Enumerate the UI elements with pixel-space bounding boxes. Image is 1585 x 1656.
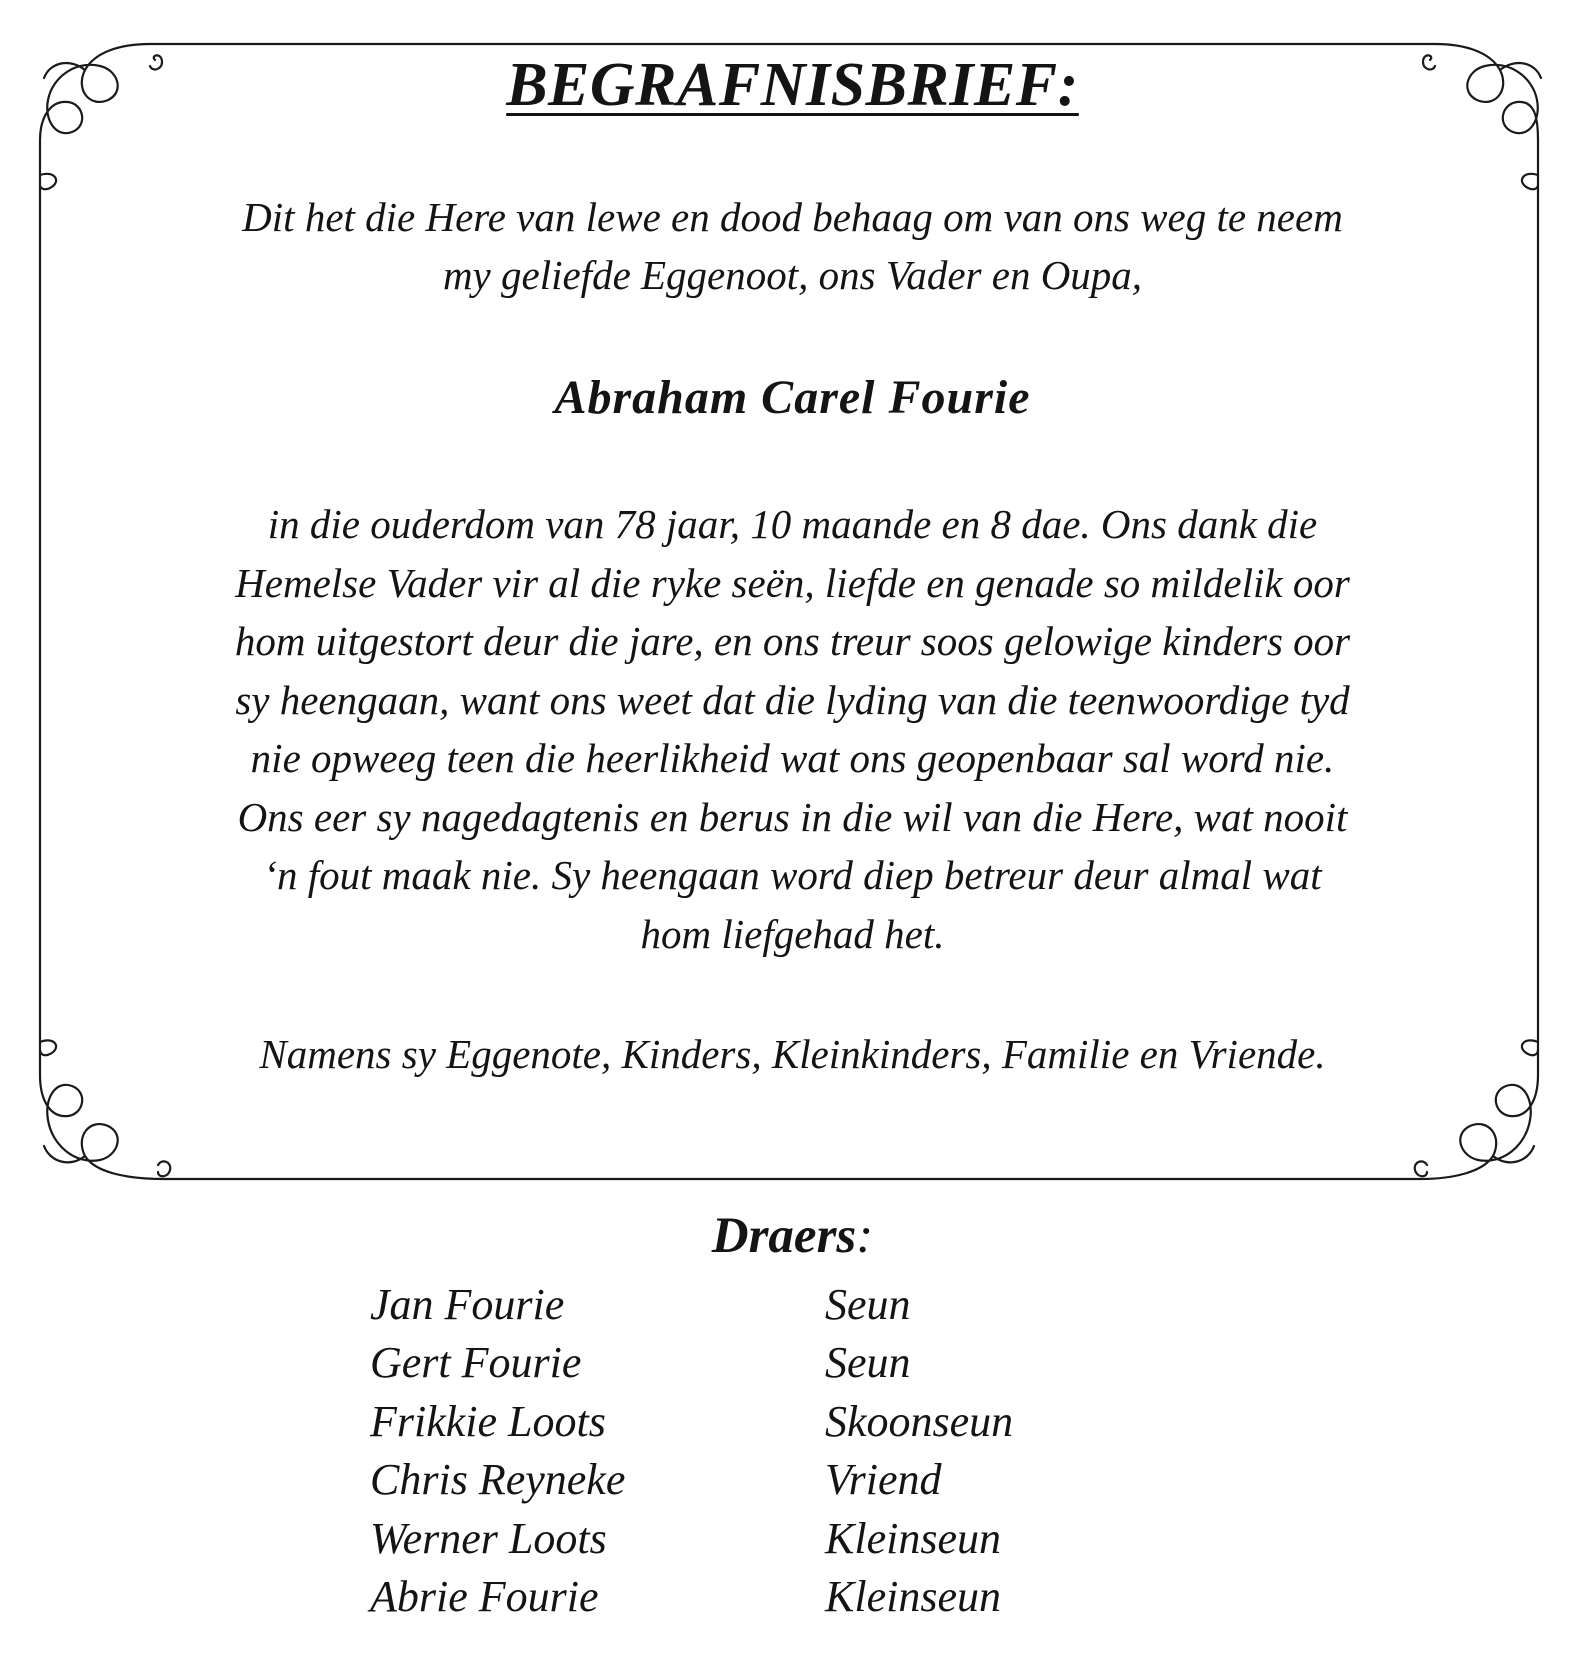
bearers-list	[370, 1275, 1170, 1626]
body-line: hom uitgestort deur die jare, en ons treur soos gelowige kinders oor	[234, 618, 1351, 664]
page-title: BEGRAFNISBRIEF:	[506, 51, 1079, 119]
bearer-relation: Skoonseun	[825, 1396, 1014, 1446]
body-line: in die ouderdom van 78 jaar, 10 maande en 8 dae. Ons dank die	[267, 501, 1318, 547]
bearer-relation: Kleinseun	[825, 1513, 1001, 1563]
bearers-heading-colon: :	[856, 1208, 874, 1264]
bearer-row	[370, 1275, 1170, 1334]
intro-line: my geliefde Eggenoot, ons Vader en Oupa,	[442, 252, 1143, 298]
intro-line: Dit het die Here van lewe en dood behaag om van ons weg te neem	[242, 194, 1343, 240]
bearer-relation: Vriend	[825, 1455, 942, 1505]
bearer-row	[370, 1334, 1170, 1393]
body-line: nie opweeg teen die heerlikheid wat ons geopenbaar sal word nie.	[250, 735, 1335, 781]
bearer-relation: Seun	[825, 1338, 911, 1388]
bearer-name: Frikkie Loots	[370, 1396, 606, 1446]
bearer-row	[370, 1451, 1170, 1510]
bearer-relation: Seun	[825, 1279, 911, 1329]
body-line: Ons eer sy nagedagtenis en berus in die wil van die Here, wat nooit	[237, 793, 1348, 840]
bearer-relation: Kleinseun	[825, 1572, 1001, 1622]
bearer-name: Werner Loots	[370, 1513, 607, 1563]
bearers-heading	[0, 1207, 1585, 1265]
deceased-name: Abraham Carel Fourie	[554, 371, 1031, 424]
bearer-name: Abrie Fourie	[370, 1572, 599, 1622]
body-line: Hemelse Vader vir al die ryke seën, liefde en genade so mildelik oor	[235, 559, 1350, 606]
bearer-name: Chris Reyneke	[370, 1455, 626, 1505]
body-line: hom liefgehad het.	[640, 910, 945, 957]
bearer-row	[370, 1509, 1170, 1568]
closing-line: Namens sy Eggenote, Kinders, Kleinkinders, Familie en Vriende.	[259, 1031, 1326, 1077]
body-paragraph	[70, 495, 1515, 963]
body-line: ‘n fout maak nie. Sy heengaan word diep betreur deur almal wat	[263, 852, 1322, 898]
bearer-row	[370, 1568, 1170, 1627]
bearers-heading-word: Draers	[711, 1208, 857, 1264]
bearer-row	[370, 1392, 1170, 1451]
intro-paragraph	[80, 188, 1505, 304]
bearer-name: Jan Fourie	[370, 1279, 565, 1329]
body-line: sy heengaan, want ons weet dat die lyding van die teenwoordige tyd	[235, 676, 1350, 723]
bearer-name: Gert Fourie	[370, 1338, 582, 1388]
